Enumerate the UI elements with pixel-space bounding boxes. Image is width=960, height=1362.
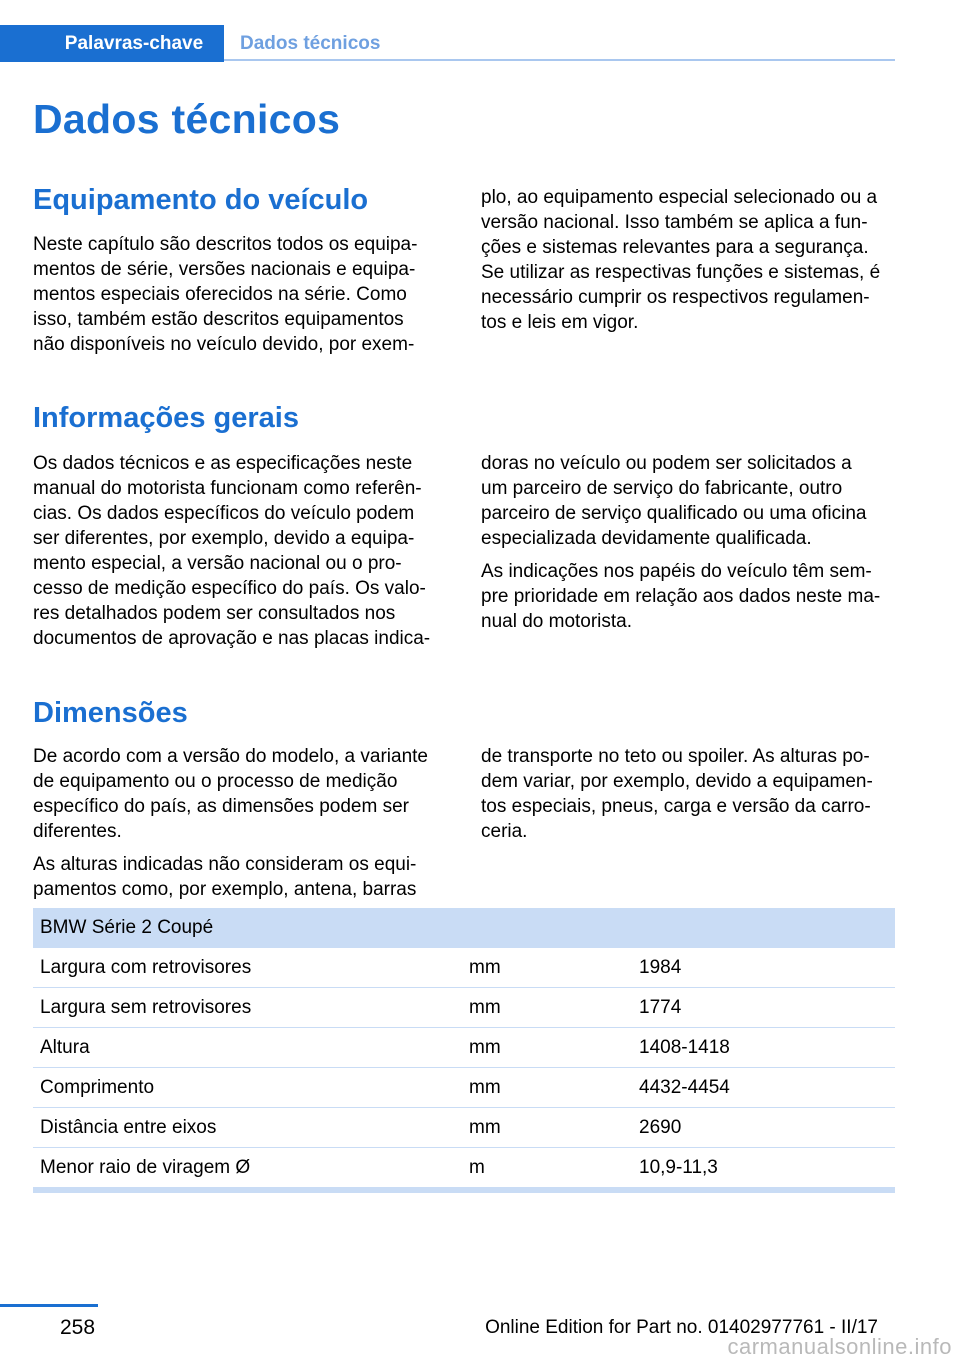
row-unit: mm xyxy=(469,1036,501,1058)
tab-technical-data[interactable]: Dados técnicos xyxy=(240,32,381,54)
table-row xyxy=(33,988,895,1028)
paragraph xyxy=(481,185,895,335)
text-line: Neste capítulo são descritos todos os equipa- xyxy=(33,234,418,255)
watermark: carmanualsonline.info xyxy=(727,1334,952,1359)
text-line: de transporte no teto ou spoiler. As alturas po- xyxy=(481,746,870,767)
text-line: doras no veículo ou podem ser solicitados a xyxy=(481,453,852,474)
row-unit: mm xyxy=(469,1116,501,1138)
text-line: específico do país, as dimensões podem ser xyxy=(33,796,409,817)
text-line: documentos de aprovação e nas placas indica- xyxy=(33,628,431,649)
text-line: Os dados técnicos e as especificações neste xyxy=(33,453,413,474)
text-line: especializada devidamente qualificada. xyxy=(481,528,812,549)
text-line: tos e leis em vigor. xyxy=(481,312,639,333)
row-label: Comprimento xyxy=(40,1076,155,1098)
row-value: 4432-4454 xyxy=(639,1076,730,1098)
paragraph xyxy=(481,744,895,844)
table-header: BMW Série 2 Coupé xyxy=(33,908,895,948)
text-line: De acordo com a versão do modelo, a variante xyxy=(33,746,428,767)
tab-bar xyxy=(0,25,895,62)
text-line: não disponíveis no veículo devido, por exem- xyxy=(33,334,415,355)
table-row xyxy=(33,948,895,988)
heading-dimensions: Dimensões xyxy=(33,697,188,729)
paragraph xyxy=(33,744,447,844)
paragraph xyxy=(481,559,895,634)
text-line: dem variar, por exemplo, devido a equipamen- xyxy=(481,771,873,792)
tab-divider xyxy=(224,59,895,61)
section-dimensions-left xyxy=(33,744,447,910)
text-line: ser diferentes, por exemplo, devido a equipa- xyxy=(33,528,415,549)
text-line: um parceiro de serviço do fabricante, outro xyxy=(481,478,843,499)
page-number-rule xyxy=(0,1304,98,1307)
row-value: 1774 xyxy=(639,996,682,1018)
text-line: nual do motorista. xyxy=(481,611,633,632)
text-line: As alturas indicadas não consideram os equi- xyxy=(33,854,417,875)
table-row xyxy=(33,1068,895,1108)
row-value: 1408-1418 xyxy=(639,1036,730,1058)
row-label: Altura xyxy=(40,1036,90,1058)
dimensions-table xyxy=(33,908,895,1193)
text-line: de equipamento ou o processo de medição xyxy=(33,771,398,792)
row-unit: mm xyxy=(469,1076,501,1098)
tab-keywords[interactable]: Palavras-chave xyxy=(0,25,224,62)
text-line: res detalhados podem ser consultados nos xyxy=(33,603,396,624)
paragraph xyxy=(33,451,447,651)
row-unit: mm xyxy=(469,996,501,1018)
text-line: mentos especiais oferecidos na série. Como xyxy=(33,284,407,305)
text-line: manual do motorista funcionam como referên- xyxy=(33,478,422,499)
text-line: As indicações nos papéis do veículo têm sem- xyxy=(481,561,872,582)
row-label: Distância entre eixos xyxy=(40,1116,217,1138)
row-unit: mm xyxy=(469,956,501,978)
table-row xyxy=(33,1028,895,1068)
paragraph xyxy=(33,232,447,357)
table-body xyxy=(33,948,895,1188)
paragraph xyxy=(481,451,895,551)
heading-vehicle-equipment: Equipamento do veículo xyxy=(33,184,369,216)
text-line: versão nacional. Isso também se aplica a fun- xyxy=(481,212,868,233)
text-line: mentos de série, versões nacionais e equipa- xyxy=(33,259,416,280)
text-line: Se utilizar as respectivas funções e sistemas, é xyxy=(481,262,881,283)
text-line: cesso de medição específico do país. Os valo- xyxy=(33,578,426,599)
text-line: tos especiais, pneus, carga e versão da carro- xyxy=(481,796,871,817)
text-line: parceiro de serviço qualificado ou uma oficina xyxy=(481,503,867,524)
section-vehicle-equipment-right xyxy=(481,185,895,343)
row-label: Largura sem retrovisores xyxy=(40,996,252,1018)
table-row xyxy=(33,1108,895,1148)
text-line: diferentes. xyxy=(33,821,122,842)
edition-note: Online Edition for Part no. 01402977761 - II/17 xyxy=(485,1317,878,1338)
section-vehicle-equipment-left xyxy=(33,232,447,365)
text-line: ções e sistemas relevantes para a segurança. xyxy=(481,237,869,258)
heading-general-info: Informações gerais xyxy=(33,402,299,434)
row-label: Largura com retrovisores xyxy=(40,956,252,978)
row-label: Menor raio de viragem Ø xyxy=(40,1156,251,1178)
table-bottom-rule xyxy=(33,1188,895,1193)
section-dimensions-right xyxy=(481,744,895,852)
text-line: cias. Os dados específicos do veículo podem xyxy=(33,503,415,524)
row-unit: m xyxy=(469,1156,485,1178)
text-line: isso, também estão descritos equipamentos xyxy=(33,309,404,330)
text-line: necessário cumprir os respectivos regulamen- xyxy=(481,287,870,308)
table-row xyxy=(33,1148,895,1188)
row-value: 1984 xyxy=(639,956,682,978)
text-line: plo, ao equipamento especial selecionado ou a xyxy=(481,187,878,208)
text-line: mento especial, a versão nacional ou o pro- xyxy=(33,553,402,574)
text-line: pamentos como, por exemplo, antena, barras xyxy=(33,879,417,900)
page-number: 258 xyxy=(60,1316,96,1339)
text-line: ceria. xyxy=(481,821,528,842)
page-title: Dados técnicos xyxy=(33,96,341,142)
paragraph xyxy=(33,852,447,902)
row-value: 10,9-11,3 xyxy=(639,1156,718,1178)
section-general-info-right xyxy=(481,451,895,642)
row-value: 2690 xyxy=(639,1116,682,1138)
text-line: pre prioridade em relação aos dados neste ma- xyxy=(481,586,881,607)
section-general-info-left xyxy=(33,451,447,659)
